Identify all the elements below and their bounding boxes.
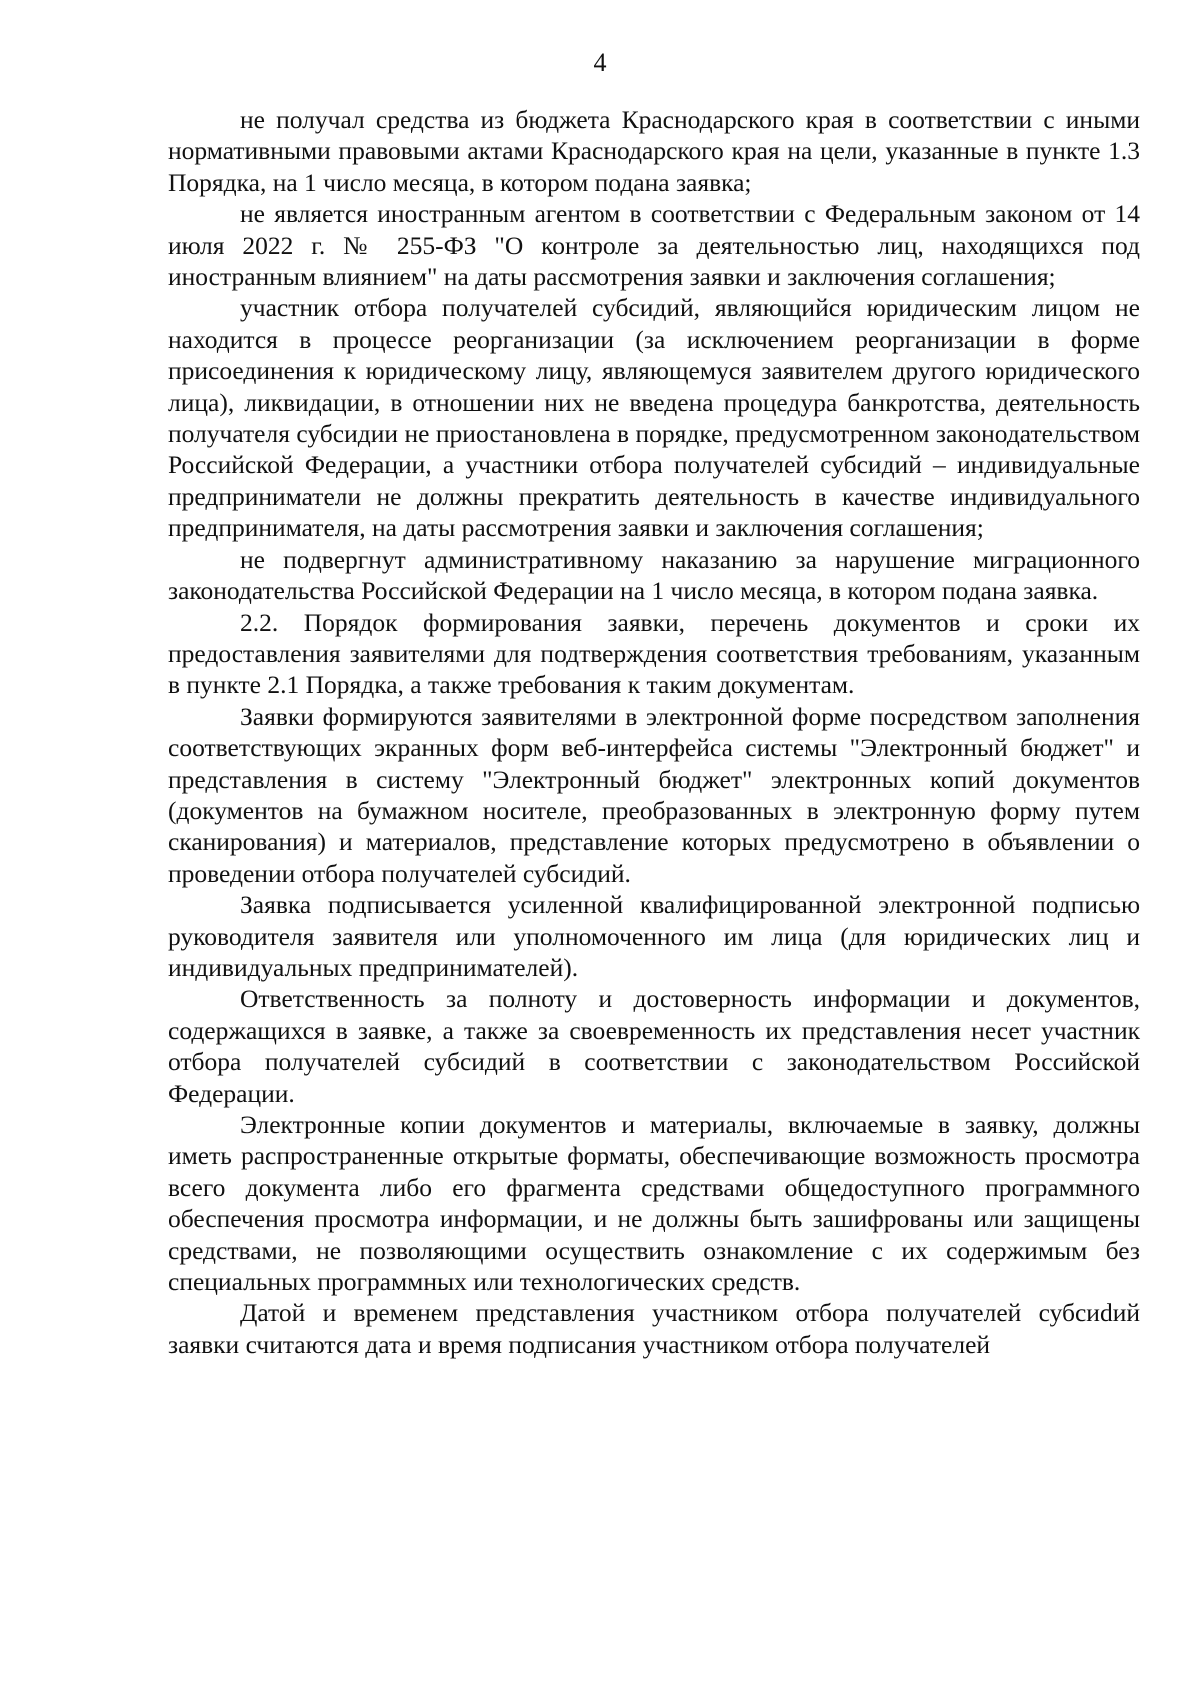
document-body <box>168 104 1140 1360</box>
paragraph: Заявки формируются заявителями в электронной форме посредством заполнения соответствующих экранных форм веб-интерфейса системы "Электронный бюджет" и представления в систему "Электронный бюджет" электронных копий документов (документов на бумажном носителе, преобразованных в электронную форму путем сканирования) и материалов, представление которых предусмотрено в объявлении о проведении отбора получателей субсидий. <box>168 701 1140 888</box>
paragraph: участник отбора получателей субсидий, являющийся юридическим лицом не находится в процессе реорганизации (за исключением реорганизации в форме присоединения к юридическому лицу, являющемуся заявителем другого юридического лица), ликвидации, в отношении них не введена процедура банкротства, деятельность получателя субсидии не приостановлена в порядке, предусмотренном законодательством Российской Федерации, а участники отбора получателей субсидий – индивидуальные предприниматели не должны прекратить деятельность в качестве индивидуального предпринимателя, на даты рассмотрения заявки и заключения соглашения; <box>168 293 1140 543</box>
paragraph: Заявка подписывается усиленной квалифицированной электронной подписью руководителя заявителя или уполномоченного им лица (для юридических лиц и индивидуальных предпринимателей). <box>168 890 1140 982</box>
paragraph: не подвергнут административному наказанию за нарушение миграционного законодательства Российской Федерации на 1 число месяца, в котором подана заявка. <box>168 544 1140 606</box>
paragraph: Электронные копии документов и материалы, включаемые в заявку, должны иметь распространенные открытые форматы, обеспечивающие возможность просмотра всего документа либо его фрагмента средствами общедоступного программного обеспечения просмотра информации, и не должны быть зашифрованы или защищены средствами, не позволяющими осуществить ознакомление с их содержимым без специальных программных или технологических средств. <box>168 1110 1140 1297</box>
section-heading-paragraph: 2.2. Порядок формирования заявки, перечень документов и сроки их предоставления заявителями для подтверждения соответствия требованиям, указанным в пункте 2.1 Порядка, а также требования к таким документам. <box>168 607 1140 700</box>
paragraph: не получал средства из бюджета Краснодарского края в соответствии с иными нормативными правовыми актами Краснодарского края на цели, указанные в пункте 1.3 Порядка, на 1 число месяца, в котором подана заявка; <box>168 105 1140 197</box>
paragraph: не является иностранным агентом в соответствии с Федеральным законом от 14 июля 2022 г. № 255-ФЗ "О контроле за деятельностью лиц, находящихся под иностранным влиянием" на даты рассмотрения заявки и заключения соглашения; <box>168 199 1140 292</box>
page-number: 4 <box>593 48 607 77</box>
paragraph: Ответственность за полноту и достоверность информации и документов, содержащихся в заявке, а также за своевременность их представления несет участник отбора получателей субсидий в соответствии с законодательством Российской Федерации. <box>168 984 1140 1108</box>
paragraph: Датой и временем представления участником отбора получателей субсиdий заявки считаются дата и время подписания участником отбора получателей <box>168 1298 1140 1359</box>
